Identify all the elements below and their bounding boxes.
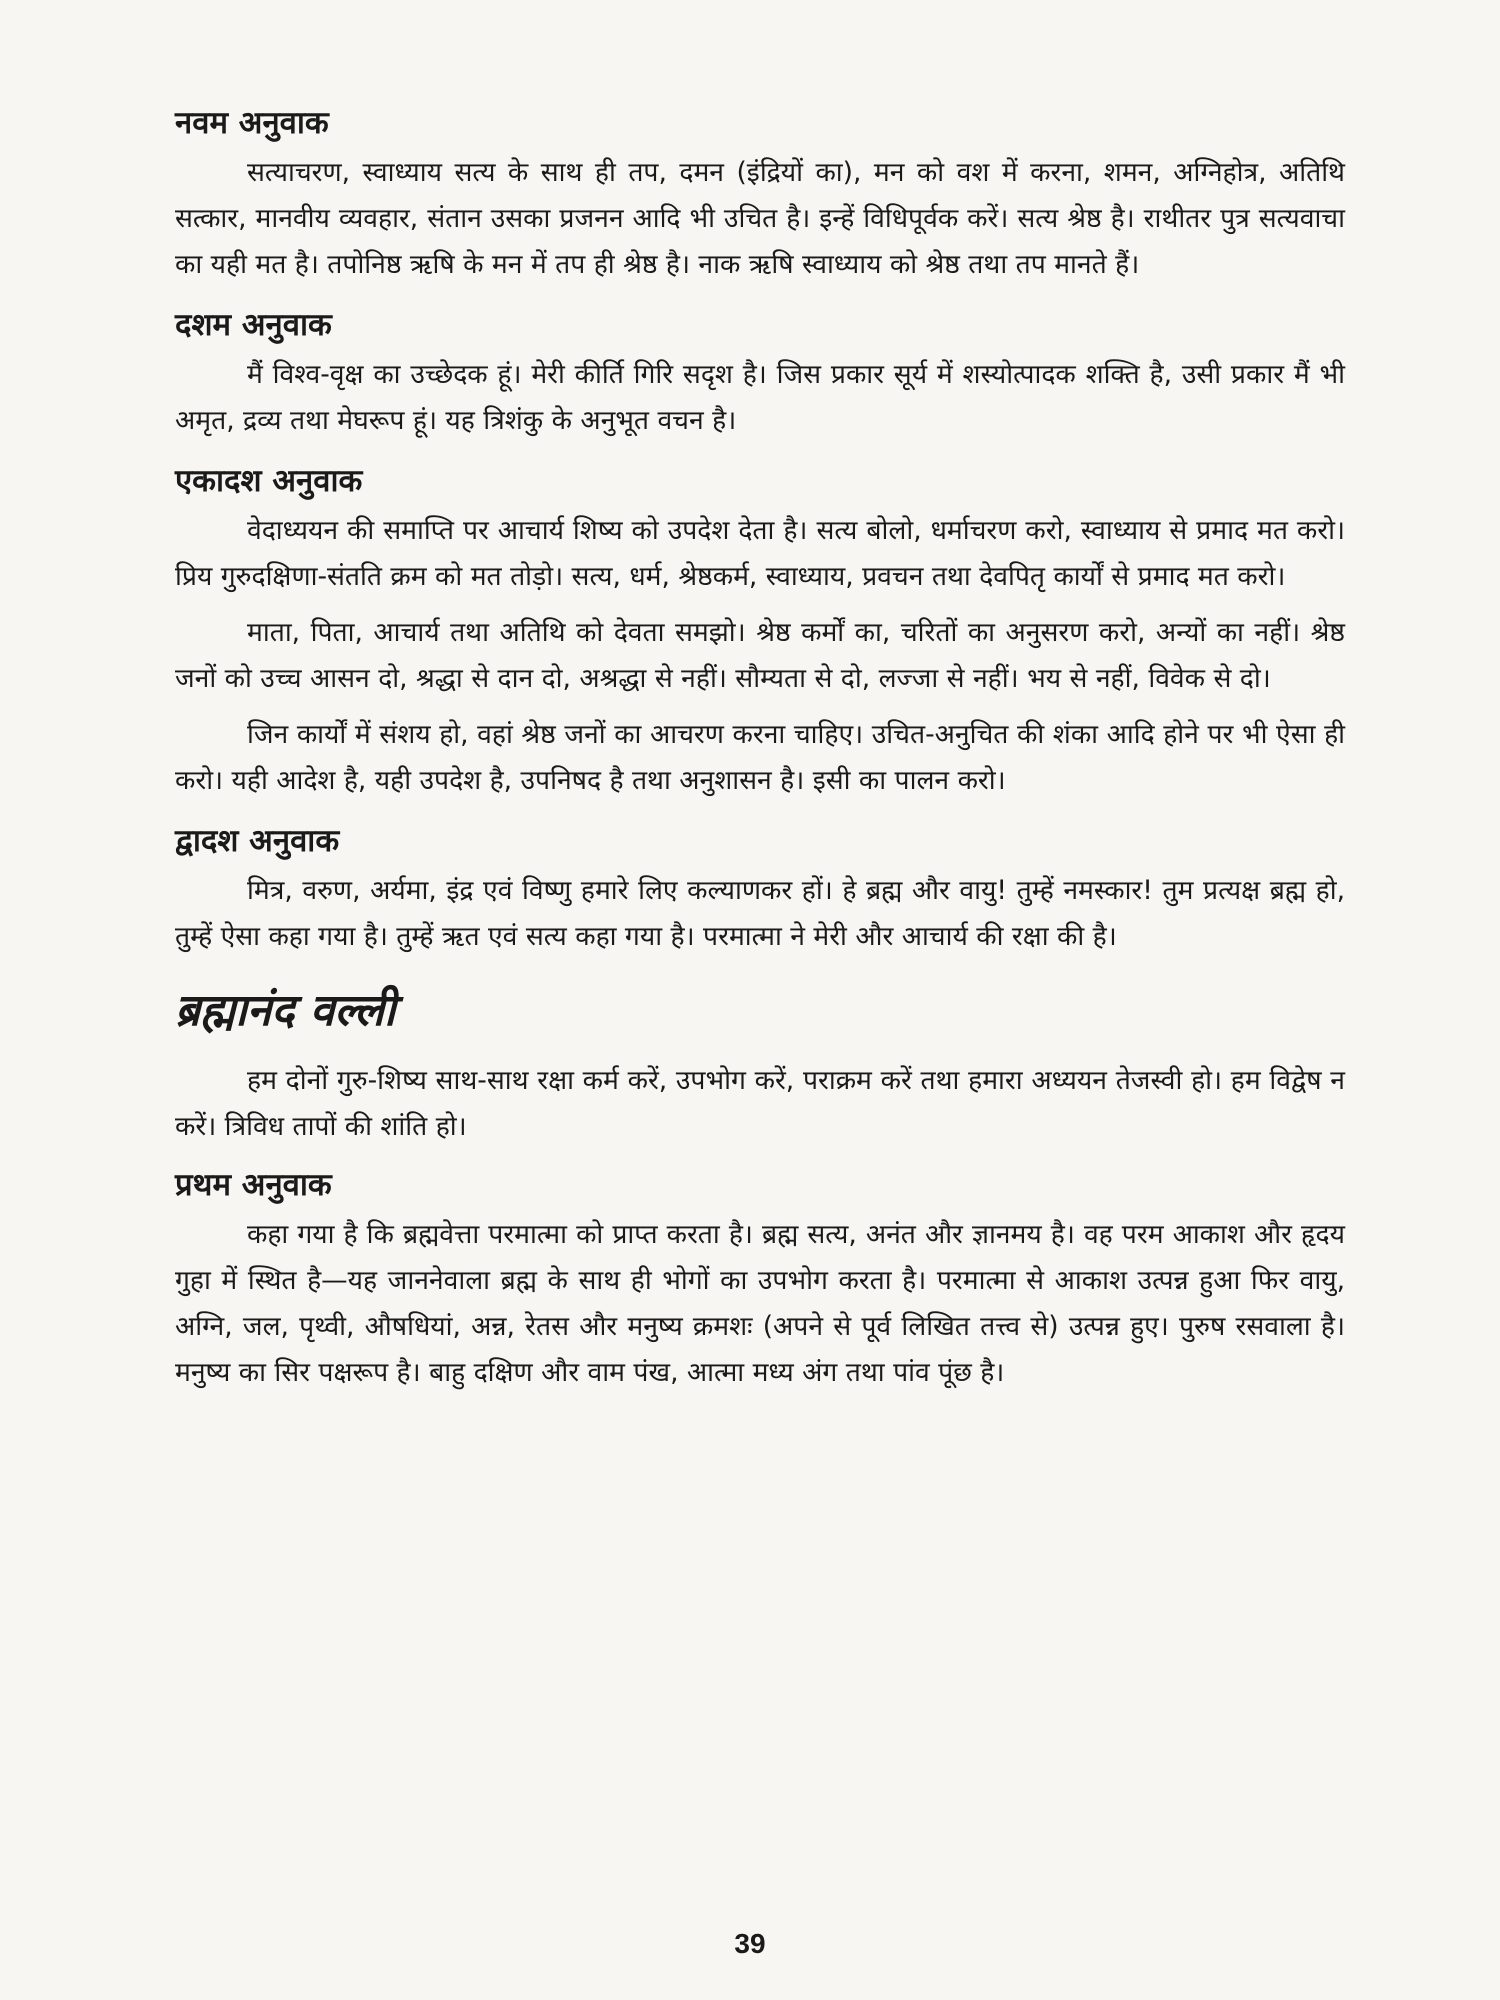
paragraph: जिन कार्यों में संशय हो, वहां श्रेष्ठ जनों का आचरण करना चाहिए। उचित-अनुचित की शंका आदि होने पर भी ऐसा ही करो। यही आदेश है, यही उपदेश है, उपनिषद है तथा अनुशासन है। इसी का पालन करो। [175, 719, 1345, 796]
section-dwadash [175, 816, 1345, 960]
section-heading: द्वादश अनुवाक [175, 823, 340, 859]
section-navam [175, 98, 1345, 288]
paragraph: वेदाध्ययन की समाप्ति पर आचार्य शिष्य को उपदेश देता है। सत्य बोलो, धर्माचरण करो, स्वाध्याय से प्रमाद मत करो। प्रिय गुरुदक्षिणा-संतति क्रम को मत तोड़ो। सत्य, धर्म, श्रेष्ठकर्म, स्वाध्याय, प्रवचन तथा देवपितृ कार्यों से प्रमाद मत करो। [175, 515, 1345, 592]
section-heading: नवम अनुवाक [175, 105, 329, 141]
paragraph: सत्याचरण, स्वाध्याय सत्य के साथ ही तप, दमन (इंद्रियों का), मन को वश में करना, शमन, अग्निहोत्र, अतिथि सत्कार, मानवीय व्यवहार, संतान उसका प्रजनन आदि भी उचित है। इन्हें विधिपूर्वक करें। सत्य श्रेष्ठ है। राथीतर पुत्र सत्यवाचा का यही मत है। तपोनिष्ठ ऋषि के मन में तप ही श्रेष्ठ है। नाक ऋषि स्वाध्याय को श्रेष्ठ तथा तप मानते हैं। [175, 157, 1345, 280]
section-heading: एकादश अनुवाक [175, 463, 363, 499]
paragraph: माता, पिता, आचार्य तथा अतिथि को देवता समझो। श्रेष्ठ कर्मों का, चरितों का अनुसरण करो, अन्यों का नहीं। श्रेष्ठ जनों को उच्च आसन दो, श्रद्धा से दान दो, अश्रद्धा से नहीं। सौम्यता से दो, लज्जा से नहीं। भय से नहीं, विवेक से दो। [175, 617, 1345, 694]
chapter-title: ब्रह्मानंद वल्ली [175, 985, 396, 1036]
chapter-intro: हम दोनों गुरु-शिष्य साथ-साथ रक्षा कर्म करें, उपभोग करें, पराक्रम करें तथा हमारा अध्ययन तेजस्वी हो। हम विद्वेष न करें। त्रिविध तापों की शांति हो। [175, 1065, 1345, 1142]
paragraph: मित्र, वरुण, अर्यमा, इंद्र एवं विष्णु हमारे लिए कल्याणकर हों। हे ब्रह्म और वायु! तुम्हें नमस्कार! तुम प्रत्यक्ष ब्रह्म हो, तुम्हें ऐसा कहा गया है। तुम्हें ऋत एवं सत्य कहा गया है। परमात्मा ने मेरी और आचार्य की रक्षा की है। [175, 875, 1345, 952]
page-number: 39 [734, 1928, 766, 1959]
paragraph: कहा गया है कि ब्रह्मवेत्ता परमात्मा को प्राप्त करता है। ब्रह्म सत्य, अनंत और ज्ञानमय है। वह परम आकाश और हृदय गुहा में स्थित है—यह जाननेवाला ब्रह्म के साथ ही भोगों का उपभोग करता है। परमात्मा से आकाश उत्पन्न हुआ फिर वायु, अग्नि, जल, पृथ्वी, औषधियां, अन्न, रेतस और मनुष्य क्रमशः (अपने से पूर्व लिखित तत्त्व से) उत्पन्न हुए। पुरुष रसवाला है। मनुष्य का सिर पक्षरूप है। बाहु दक्षिण और वाम पंख, आत्मा मध्य अंग तथा पांव पूंछ है। [175, 1219, 1345, 1388]
section-heading: प्रथम अनुवाक [175, 1167, 332, 1203]
page-content [175, 98, 1345, 1408]
section-ekadash [175, 456, 1345, 804]
section-dasham [175, 300, 1345, 444]
section-heading: दशम अनुवाक [175, 307, 332, 343]
section-pratham [175, 1160, 1345, 1396]
paragraph: मैं विश्व-वृक्ष का उच्छेदक हूं। मेरी कीर्ति गिरि सदृश है। जिस प्रकार सूर्य में शस्योत्पादक शक्ति है, उसी प्रकार मैं भी अमृत, द्रव्य तथा मेघरूप हूं। यह त्रिशंकु के अनुभूत वचन है। [175, 359, 1345, 436]
